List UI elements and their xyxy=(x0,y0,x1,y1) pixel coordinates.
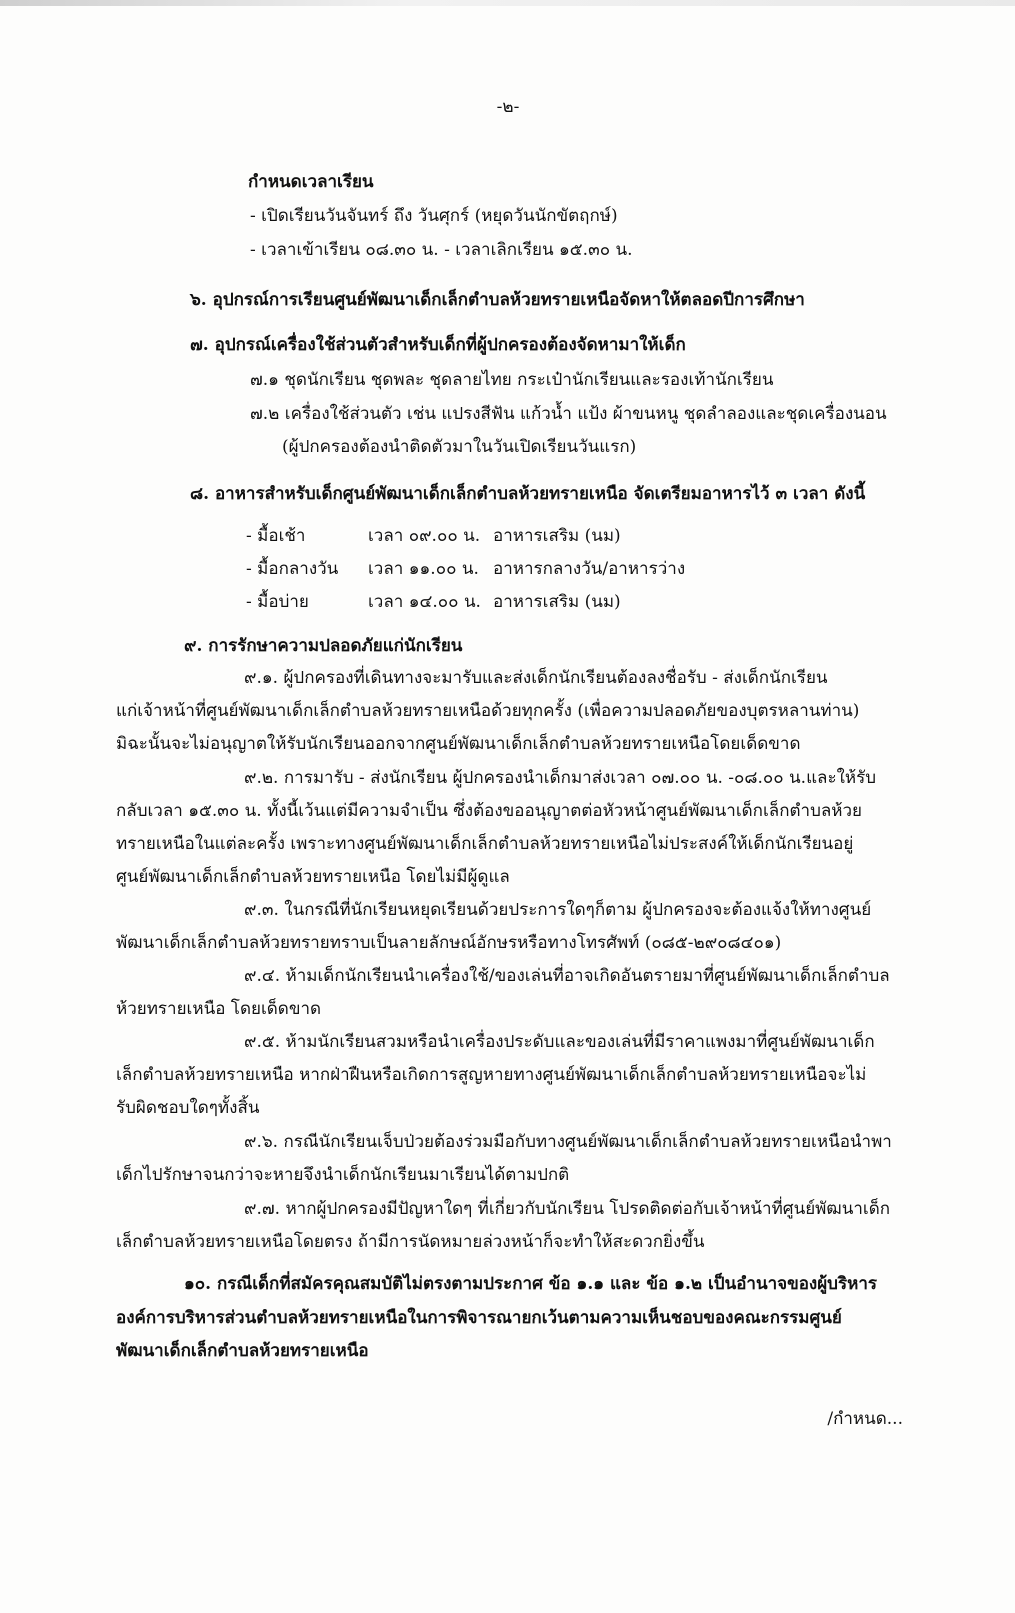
section-9-line: ๙.๖. กรณีนักเรียนเจ็บป่วยต้องร่วมมือกับทางศูนย์พัฒนาเด็กเล็กตำบลห้วยทรายเหนือนำพา xyxy=(244,1132,892,1152)
section-9-line: ศูนย์พัฒนาเด็กเล็กตำบลห้วยทรายเหนือ โดยไม่มีผู้ดูแล xyxy=(116,867,510,887)
meal-time: เวลา ๐๙.๐๐ น. xyxy=(368,526,481,546)
section-9-line: รับผิดชอบใดๆทั้งสิ้น xyxy=(116,1098,260,1118)
section-7-title: ๗. อุปกรณ์เครื่องใช้ส่วนตัวสำหรับเด็กที่ผู้ปกครองต้องจัดหามาให้เด็ก xyxy=(190,335,686,355)
section-9-line: มิฉะนั้นจะไม่อนุญาตให้รับนักเรียนออกจากศูนย์พัฒนาเด็กเล็กตำบลห้วยทรายเหนือโดยเด็ดขาด xyxy=(116,734,801,754)
schedule-item: - เวลาเข้าเรียน ๐๘.๓๐ น. - เวลาเลิกเรียน ๑๕.๓๐ น. xyxy=(250,240,633,260)
section-9-line: แก่เจ้าหน้าที่ศูนย์พัฒนาเด็กเล็กตำบลห้วยทรายเหนือด้วยทุกครั้ง (เพื่อความปลอดภัยของบุตรหลานท่าน) xyxy=(116,701,860,721)
section-9-line: กลับเวลา ๑๕.๓๐ น. ทั้งนี้เว้นแต่มีความจำเป็น ซึ่งต้องขออนุญาตต่อหัวหน้าศูนย์พัฒนาเด็กเล็กตำบลห้วย xyxy=(116,801,862,821)
scan-edge xyxy=(0,0,1015,6)
section-9-line: ๙.๔. ห้ามเด็กนักเรียนนำเครื่องใช้/ของเล่นที่อาจเกิดอันตรายมาที่ศูนย์พัฒนาเด็กเล็กตำบล xyxy=(244,966,890,986)
section-10-line: พัฒนาเด็กเล็กตำบลห้วยทรายเหนือ xyxy=(116,1341,369,1361)
section-8-title: ๘. อาหารสำหรับเด็กศูนย์พัฒนาเด็กเล็กตำบลห้วยทรายเหนือ จัดเตรียมอาหารไว้ ๓ เวลา ดังนี้ xyxy=(190,484,866,504)
section-9-line: เด็กไปรักษาจนกว่าจะหายจึงนำเด็กนักเรียนมาเรียนได้ตามปกติ xyxy=(116,1165,570,1185)
meal-name: - มื้อบ่าย xyxy=(246,592,309,612)
section-9-line: ทรายเหนือในแต่ละครั้ง เพราะทางศูนย์พัฒนาเด็กเล็กตำบลห้วยทรายเหนือไม่ประสงค์ให้เด็กนักเรียนอยู่ xyxy=(116,834,854,854)
section-9-line: ๙.๑. ผู้ปกครองที่เดินทางจะมารับและส่งเด็กนักเรียนต้องลงชื่อรับ - ส่งเด็กนักเรียน xyxy=(244,668,828,688)
section-9-line: เล็กตำบลห้วยทรายเหนือ หากฝ่าฝืนหรือเกิดการสูญหายทางศูนย์พัฒนาเด็กเล็กตำบลห้วยทรายเหนือจะไม่ xyxy=(116,1065,867,1085)
schedule-title: กำหนดเวลาเรียน xyxy=(248,172,374,192)
section-9-line: เล็กตำบลห้วยทรายเหนือโดยตรง ถ้ามีการนัดหมายล่วงหน้าก็จะทำให้สะดวกยิ่งขึ้น xyxy=(116,1232,705,1252)
meal-food: อาหารเสริม (นม) xyxy=(493,592,621,612)
meal-time: เวลา ๑๑.๐๐ น. xyxy=(368,559,479,579)
section-7-line: ๗.๑ ชุดนักเรียน ชุดพละ ชุดลายไทย กระเป๋านักเรียนและรองเท้านักเรียน xyxy=(250,370,774,390)
section-9-line: ๙.๗. หากผู้ปกครองมีปัญหาใดๆ ที่เกี่ยวกับนักเรียน โปรดติดต่อกับเจ้าหน้าที่ศูนย์พัฒนาเด็ก xyxy=(244,1199,891,1219)
section-10-line: ๑๐. กรณีเด็กที่สมัครคุณสมบัติไม่ตรงตามประกาศ ข้อ ๑.๑ และ ข้อ ๑.๒ เป็นอำนาจของผู้บริหาร xyxy=(184,1274,877,1294)
section-7-line: ๗.๒ เครื่องใช้ส่วนตัว เช่น แปรงสีฟัน แก้วน้ำ แป้ง ผ้าขนหนู ชุดลำลองและชุดเครื่องนอน xyxy=(250,404,887,424)
continuation-mark: /กำหนด... xyxy=(827,1409,903,1429)
page-number: -๒- xyxy=(496,97,520,117)
section-9-line: ๙.๕. ห้ามนักเรียนสวมหรือนำเครื่องประดับและของเล่นที่มีราคาแพงมาที่ศูนย์พัฒนาเด็ก xyxy=(244,1032,875,1052)
section-9-line: ๙.๒. การมารับ - ส่งนักเรียน ผู้ปกครองนำเด็กมาส่งเวลา ๐๗.๐๐ น. -๐๘.๐๐ น.และให้รับ xyxy=(244,768,877,788)
section-7-line: (ผู้ปกครองต้องนำติดตัวมาในวันเปิดเรียนวันแรก) xyxy=(282,437,637,457)
section-6: ๖. อุปกรณ์การเรียนศูนย์พัฒนาเด็กเล็กตำบลห้วยทรายเหนือจัดหาให้ตลอดปีการศึกษา xyxy=(190,290,805,310)
schedule-item: - เปิดเรียนวันจันทร์ ถึง วันศุกร์ (หยุดวันนักขัตฤกษ์) xyxy=(250,206,618,226)
meal-food: อาหารกลางวัน/อาหารว่าง xyxy=(493,559,686,579)
section-9-title: ๙. การรักษาความปลอดภัยแก่นักเรียน xyxy=(184,636,463,656)
section-9-line: พัฒนาเด็กเล็กตำบลห้วยทรายทราบเป็นลายลักษณ์อักษรหรือทางโทรศัพท์ (๐๘๕-๒๙๐๘๔๐๑) xyxy=(116,933,782,953)
meal-name: - มื้อกลางวัน xyxy=(246,559,339,579)
meal-time: เวลา ๑๔.๐๐ น. xyxy=(368,592,481,612)
meal-food: อาหารเสริม (นม) xyxy=(493,526,621,546)
section-9-line: ห้วยทรายเหนือ โดยเด็ดขาด xyxy=(116,999,322,1019)
section-10-line: องค์การบริหารส่วนตำบลห้วยทรายเหนือในการพิจารณายกเว้นตามความเห็นชอบของคณะกรรมศูนย์ xyxy=(116,1308,842,1328)
meal-name: - มื้อเช้า xyxy=(246,526,306,546)
section-9-line: ๙.๓. ในกรณีที่นักเรียนหยุดเรียนด้วยประการใดๆก็ตาม ผู้ปกครองจะต้องแจ้งให้ทางศูนย์ xyxy=(244,900,872,920)
